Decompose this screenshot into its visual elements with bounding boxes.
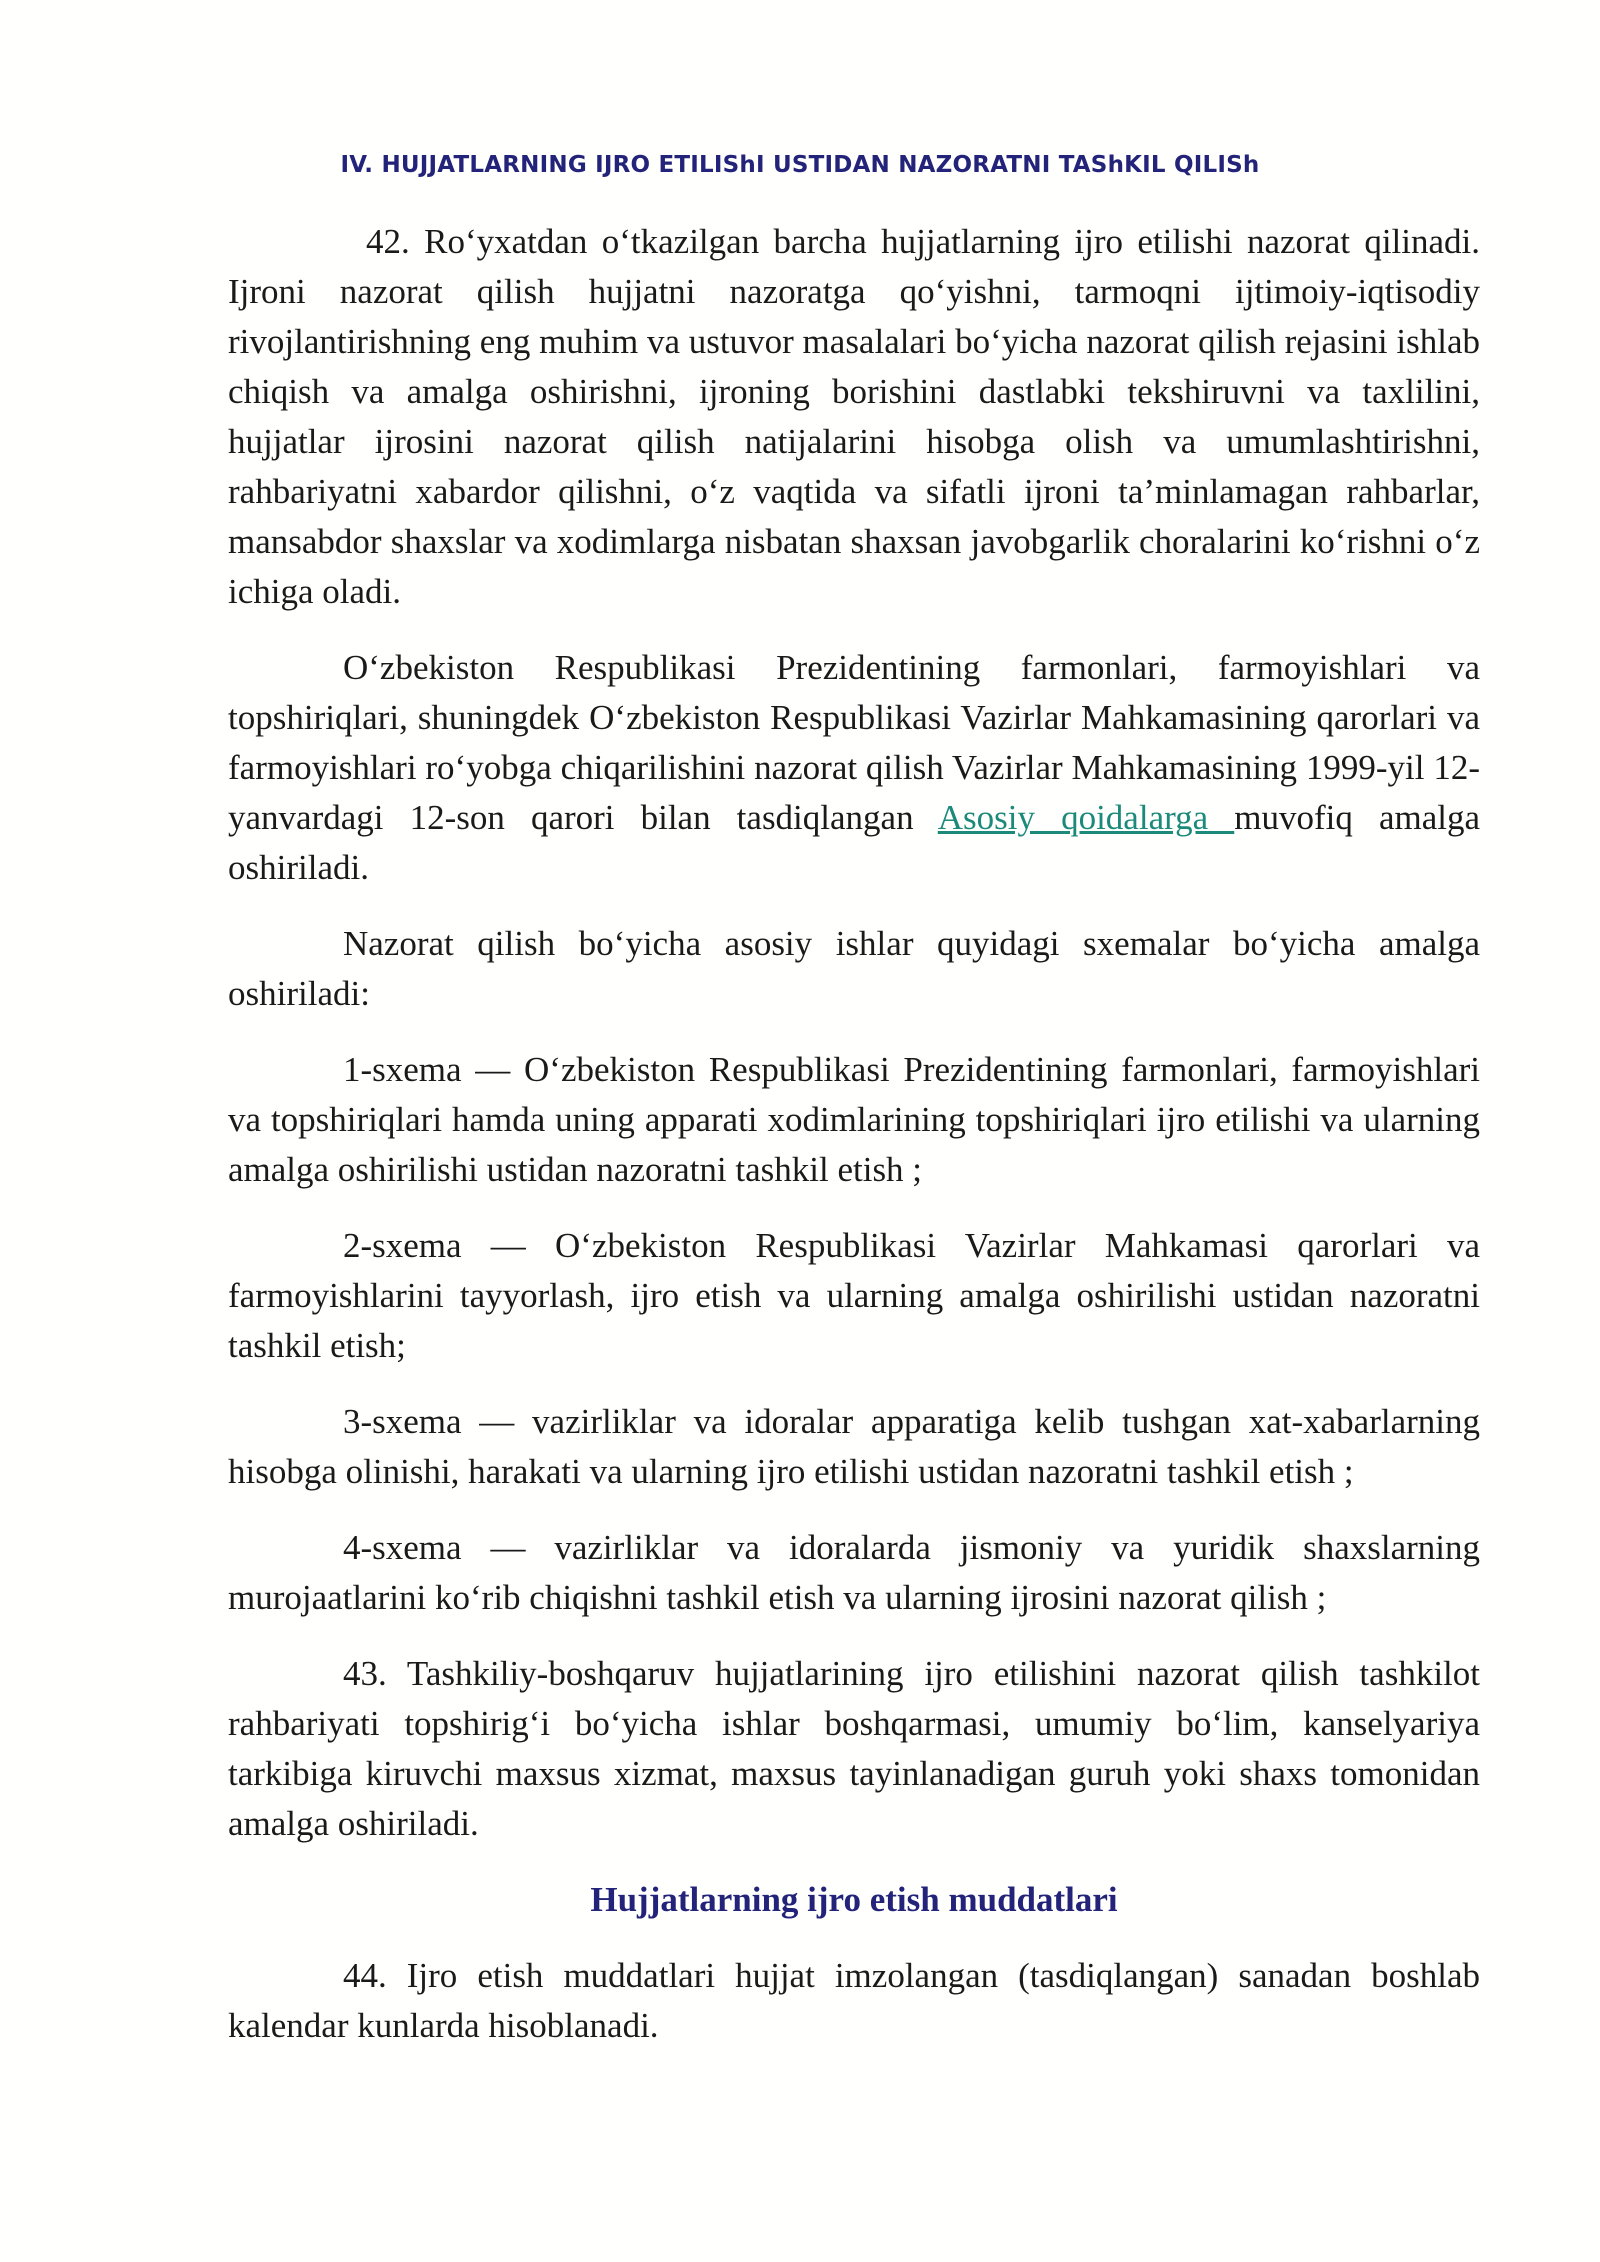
paragraph-44: 44. Ijro etish muddatlari hujjat imzolangan (tasdiqlangan) sanadan boshlab kalendar kunlarda hisoblanadi. <box>228 1956 1480 2045</box>
paragraph-scheme-4: 4-sxema — vazirliklar va idoralarda jismoniy va yuridik shaxslarning murojaatlarini ko‘rib chiqishni tashkil etish va ularning ijrosini nazorat qilish ; <box>228 1528 1480 1617</box>
asosiy-qoidalarga-link[interactable]: Asosiy qoidalarga <box>937 798 1235 837</box>
paragraph-43: 43. Tashkiliy-boshqaruv hujjatlarining ijro etilishini nazorat qilish tashkilot rahbariyati topshirig‘i bo‘yicha ishlar boshqarmasi, umumiy bo‘lim, kanselyariya tarkibiga kiruvchi maxsus xizmat, maxsus tayinlanadigan guruh yoki shaxs tomonidan amalga oshiriladi. <box>228 1654 1480 1843</box>
subsection-heading: Hujjatlarning ijro etish muddatlari <box>590 1880 1118 1919</box>
paragraph-scheme-2: 2-sxema — O‘zbekiston Respublikasi Vazirlar Mahkamasi qarorlari va farmoyishlarini tayyorlash, ijro etish va ularning amalga oshirilishi ustidan nazoratni tashkil etish; <box>228 1226 1480 1365</box>
paragraph-42: 42. Ro‘yxatdan o‘tkazilgan barcha hujjatlarning ijro etilishi nazorat qilinadi. Ijroni nazorat qilish hujjatni nazoratga qo‘yishni, tarmoqni ijtimoiy-iqtisodiy rivojlantirishning eng muhim va ustuvor masalalari bo‘yicha nazorat qilish rejasini ishlab chiqish va amalga oshirishni, ijroning borishini dastlabki tekshiruvni va taxlilini, hujjatlar ijrosini nazorat qilish natijalarini hisobga olish va umumlashtirishni, rahbariyatni xabardor qilishni, o‘z vaqtida va sifatli ijroni ta’minlamagan rahbarlar, mansabdor shaxslar va xodimlarga nisbatan shaxsan javobgarlik choralarini ko‘rishni o‘z ichiga oladi. <box>228 222 1480 611</box>
paragraph-president-text-end: muvofiq amalga oshiriladi. <box>228 798 1480 887</box>
paragraph-president-decrees <box>228 643 1480 893</box>
paragraph-schemes-intro: Nazorat qilish bo‘yicha asosiy ishlar quyidagi sxemalar bo‘yicha amalga oshiriladi: <box>228 924 1480 1013</box>
document-body <box>228 217 1480 2077</box>
section-heading: IV. HUJJATLARNING IJRO ETILIShI USTIDAN NAZORATNI TAShKIL QILISh <box>340 152 1260 178</box>
paragraph-scheme-3: 3-sxema — vazirliklar va idoralar apparatiga kelib tushgan xat-xabarlarning hisobga olinishi, harakati va ularning ijro etilishi ustidan nazoratni tashkil etish ; <box>228 1402 1480 1491</box>
paragraph-president-text: O‘zbekiston Respublikasi Prezidentining farmonlari, farmoyishlari va topshiriqlari, shuningdek O‘zbekiston Respublikasi Vazirlar Mahkamasining qarorlari va farmoyishlari ro‘yobga chiqarilishini nazorat qilish Vazirlar Mahkamasining 1999-yil 12-yanvardagi 12-son qarori bilan tasdiqlangan <box>228 648 1480 837</box>
paragraph-scheme-1: 1-sxema — O‘zbekiston Respublikasi Prezidentining farmonlari, farmoyishlari va topshiriqlari hamda uning apparati xodimlarining topshiriqlari ijro etilishi va ularning amalga oshirilishi ustidan nazoratni tashkil etish ; <box>228 1050 1480 1189</box>
